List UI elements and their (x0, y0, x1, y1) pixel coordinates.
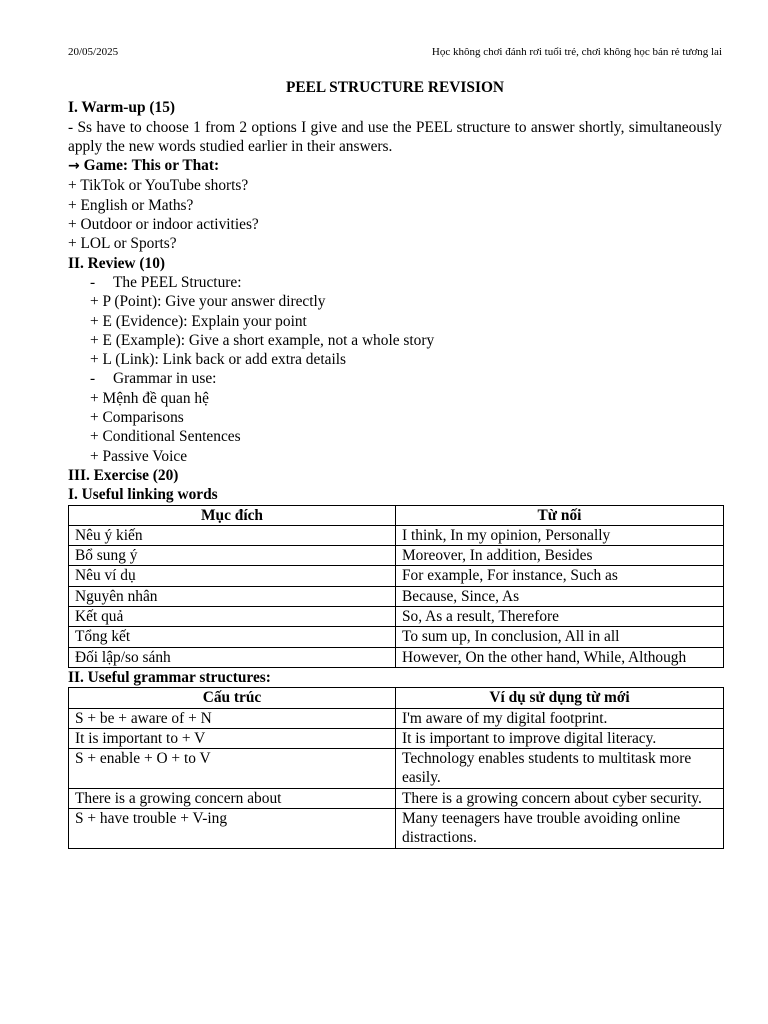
table-cell: Technology enables students to multitask more easily. (396, 749, 724, 789)
table-cell: Kết quả (69, 607, 396, 627)
game-line (68, 156, 722, 176)
table-header-row (69, 688, 724, 708)
table-header-row (69, 505, 724, 525)
table-row (69, 627, 724, 647)
peel-item: + L (Link): Link back or add extra details (90, 351, 346, 369)
arrow-right-icon: → (68, 158, 80, 175)
grammar-item: + Comparisons (90, 409, 184, 427)
document-body (68, 78, 722, 849)
grammar-item: + Mệnh đề quan hệ (90, 389, 209, 407)
header-motto: Học không chơi đánh rơi tuổi trẻ, chơi không học bán rẻ tương lai (431, 46, 722, 58)
grammar-structures-heading: II. Useful grammar structures: (68, 668, 271, 686)
grammar-label: Grammar in use: (113, 370, 217, 388)
table-cell: However, On the other hand, While, Although (396, 647, 724, 667)
grammar-item: + Passive Voice (90, 447, 188, 465)
table-cell: To sum up, In conclusion, All in all (396, 627, 724, 647)
peel-label: The PEEL Structure: (113, 273, 242, 291)
table-cell: Đối lập/so sánh (69, 647, 396, 667)
column-header: Ví dụ sử dụng từ mới (396, 688, 724, 708)
column-header: Từ nối (396, 505, 724, 525)
dash-bullet: - (90, 370, 96, 388)
table-row (69, 607, 724, 627)
table-cell: S + enable + O + to V (69, 749, 396, 789)
warmup-option: + Outdoor or indoor activities? (68, 216, 259, 234)
table-row (69, 808, 724, 848)
table-row (69, 788, 724, 808)
warmup-heading: I. Warm-up (15) (68, 99, 176, 117)
table-cell: S + be + aware of + N (69, 708, 396, 728)
table-cell: Tổng kết (69, 627, 396, 647)
warmup-description: - Ss have to choose 1 from 2 options I give and use the PEEL structure to answer shortly, simultaneously apply the new words studied earlier in their answers. (68, 118, 722, 155)
document-title: PEEL STRUCTURE REVISION (285, 79, 505, 96)
game-label: Game: This or That: (83, 157, 220, 175)
table-row (69, 586, 724, 606)
table-cell: Bổ sung ý (69, 546, 396, 566)
table-row (69, 546, 724, 566)
table-row (69, 525, 724, 545)
page-header (68, 44, 722, 60)
grammar-label-item (68, 369, 722, 388)
table-row (69, 566, 724, 586)
table-cell: For example, For instance, Such as (396, 566, 724, 586)
warmup-option: + LOL or Sports? (68, 235, 177, 253)
table-cell: There is a growing concern about cyber security. (396, 788, 724, 808)
peel-label-item (68, 273, 722, 292)
table-cell: I think, In my opinion, Personally (396, 525, 724, 545)
table-cell: Many teenagers have trouble avoiding online distractions. (396, 808, 724, 848)
review-heading: II. Review (10) (68, 254, 166, 272)
peel-item: + E (Evidence): Explain your point (90, 312, 307, 330)
peel-item: + P (Point): Give your answer directly (90, 293, 326, 311)
dash-bullet: - (90, 273, 96, 291)
table-cell: So, As a result, Therefore (396, 607, 724, 627)
table-row (69, 708, 724, 728)
grammar-structures-table (68, 687, 724, 848)
table-cell: Moreover, In addition, Besides (396, 546, 724, 566)
table-cell: It is important to improve digital literacy. (396, 728, 724, 748)
column-header: Cấu trúc (69, 688, 396, 708)
table-cell: It is important to + V (69, 728, 396, 748)
peel-item: + E (Example): Give a short example, not a whole story (90, 331, 435, 349)
warmup-option: + TikTok or YouTube shorts? (68, 177, 249, 195)
table-cell: Nêu ví dụ (69, 566, 396, 586)
table-row (69, 728, 724, 748)
linking-words-table (68, 505, 724, 668)
table-cell: There is a growing concern about (69, 788, 396, 808)
warmup-option: + English or Maths? (68, 196, 194, 214)
table-cell: Nguyên nhân (69, 586, 396, 606)
table-cell: Because, Since, As (396, 586, 724, 606)
table-row (69, 749, 724, 789)
exercise-heading: III. Exercise (20) (68, 466, 179, 484)
linking-words-heading: I. Useful linking words (68, 486, 218, 504)
table-cell: S + have trouble + V-ing (69, 808, 396, 848)
table-cell: I'm aware of my digital footprint. (396, 708, 724, 728)
table-row (69, 647, 724, 667)
table-cell: Nêu ý kiến (69, 525, 396, 545)
column-header: Mục đích (69, 505, 396, 525)
grammar-item: + Conditional Sentences (90, 428, 241, 446)
header-date: 20/05/2025 (68, 46, 119, 58)
